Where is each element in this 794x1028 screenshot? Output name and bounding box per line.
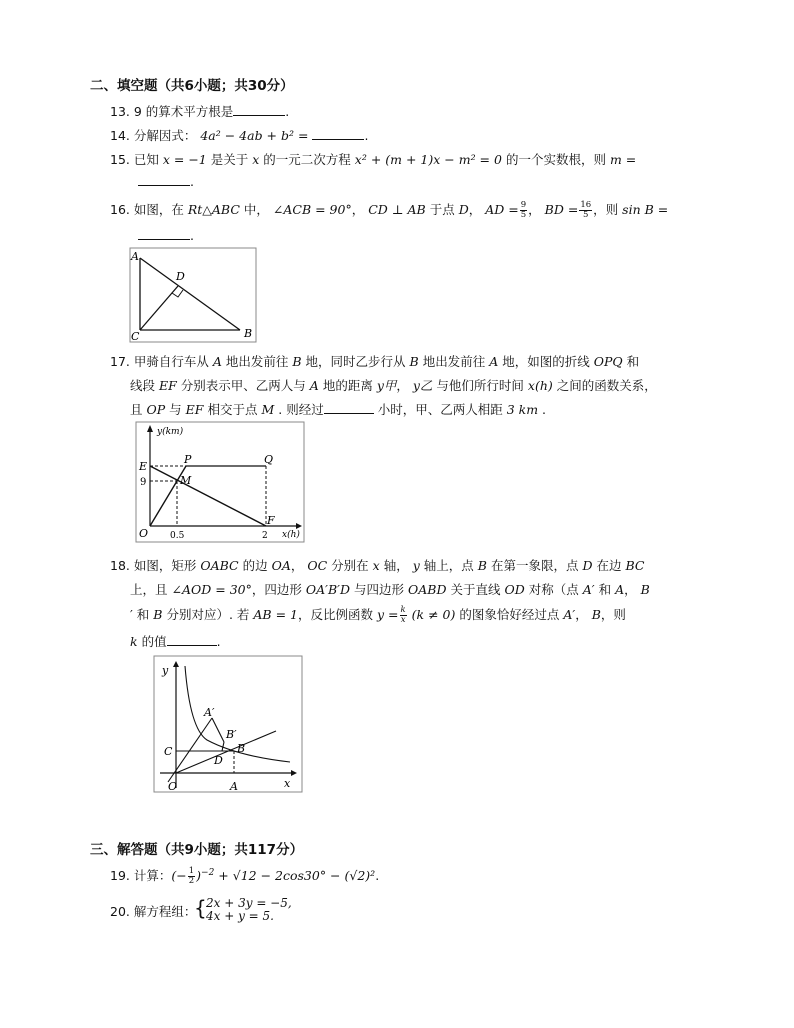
q17-sep: ，	[396, 378, 409, 393]
q17-yjia: y甲	[376, 378, 397, 393]
question-15-line2	[138, 172, 194, 189]
q17-end: .	[542, 402, 547, 417]
label-y: y	[162, 664, 169, 677]
q18-oa: OA	[271, 558, 291, 573]
question-18-line4	[130, 632, 221, 650]
q18-text-h: 上，且	[130, 582, 168, 597]
q16-ask: sin B =	[622, 202, 669, 217]
question-17-line3	[130, 400, 546, 418]
q17-text-i: 地的距离	[322, 378, 373, 393]
q20-system	[206, 897, 292, 923]
q18-frac-num: k	[400, 605, 406, 615]
q17-text-g: 线段	[130, 378, 156, 393]
q18-text-r: 的图象恰好经过点	[459, 607, 560, 622]
q14-expression: 4a² − 4ab + b² =	[200, 128, 309, 143]
q18-fraction	[400, 606, 407, 625]
question-18-line2	[130, 580, 650, 598]
q18-text-l: 对称（点	[528, 582, 579, 597]
label-f: F	[267, 514, 275, 527]
q17-ef2: EF	[185, 402, 204, 417]
q16-bd: BD =	[544, 202, 579, 217]
q19-open-paren: (−	[171, 868, 187, 883]
q18-y: y	[412, 558, 420, 573]
q18-text-j: 与四边形	[354, 582, 405, 597]
q18-text-f: 在第一象限，点	[490, 558, 579, 573]
q17-text-h: 分别表示甲、乙两人与	[180, 378, 306, 393]
label-a: A	[131, 250, 139, 263]
q18-text-b: 的边	[242, 558, 268, 573]
q15-equation: x² + (m + 1)x − m² = 0	[354, 152, 502, 167]
x-axis-arrow	[296, 523, 302, 529]
label-x: x	[284, 777, 291, 790]
q17-xh: x(h)	[527, 378, 553, 393]
q18-b4: B	[591, 607, 601, 622]
q18-text-a: 18. 如图，矩形	[110, 558, 197, 573]
q16-text-d: ，则	[593, 202, 619, 217]
label-p: P	[184, 453, 192, 466]
q15-text-c: 的一元二次方程	[263, 152, 351, 167]
q20-text: 20. 解方程组：	[110, 904, 197, 919]
q18-k: k	[130, 634, 138, 649]
q17-a3: A	[309, 378, 319, 393]
q17-text-d: 地出发前往	[422, 354, 486, 369]
q17-ef: EF	[159, 378, 177, 393]
q18-bc: BC	[625, 558, 645, 573]
question-17	[110, 352, 639, 370]
q18-b2: B	[640, 582, 650, 597]
q16-ad-fraction	[520, 201, 527, 220]
q14-blank[interactable]	[312, 126, 364, 140]
q18-d: D	[582, 558, 593, 573]
q19-fraction	[188, 867, 195, 886]
q20-equation-1: 2x + 3y = −5,	[206, 896, 292, 910]
q17-text-c: 地，同时乙步行从	[305, 354, 406, 369]
q18-text-s: ，	[575, 607, 588, 622]
q14-end: .	[364, 128, 369, 143]
q18-a: A	[615, 582, 625, 597]
q20-brace: {	[194, 896, 207, 920]
q18-text-e: 轴上，点	[423, 558, 474, 573]
q17-b2: B	[409, 354, 419, 369]
q17-a2: A	[489, 354, 499, 369]
label-aprime: A′	[204, 706, 215, 719]
q15-text-d: 的一个实数根，则	[505, 152, 606, 167]
q18-text-n: ，	[624, 582, 637, 597]
q13-end: .	[285, 104, 290, 119]
q16-ad-num: 9	[520, 200, 527, 210]
q16-bd-fraction	[579, 201, 592, 220]
q17-opq: OPQ	[593, 354, 623, 369]
q19-frac-num: 1	[188, 866, 195, 876]
q18-text-t: ，则	[600, 607, 626, 622]
label-o: O	[168, 780, 178, 793]
q15-ask: m =	[609, 152, 637, 167]
q19-frac-den: 2	[188, 876, 195, 886]
q19-end: .	[375, 868, 380, 883]
label-d: D	[214, 754, 223, 767]
figure-17	[134, 420, 306, 544]
section-heading-3: 三、解答题（共9小题；共117分）	[90, 842, 304, 858]
q19-exponent: −2	[201, 867, 215, 878]
q17-text-l: 且	[130, 402, 143, 417]
q18-oc: OC	[307, 558, 328, 573]
q18-quad2: OABD	[408, 582, 447, 597]
q17-m: M	[261, 402, 275, 417]
q16-point: D	[458, 202, 469, 217]
q16-sep3: ，	[528, 202, 541, 217]
label-q: Q	[264, 453, 274, 466]
q18-text-o: ′ 和	[130, 607, 150, 622]
q16-bd-num: 16	[580, 200, 592, 210]
q16-end: .	[190, 228, 194, 243]
q18-aprime2: A′	[563, 607, 576, 622]
figure-18	[152, 654, 304, 794]
q15-var: x	[252, 152, 260, 167]
q18-x: x	[372, 558, 380, 573]
q18-aprime: A′	[582, 582, 595, 597]
q17-a1: A	[212, 354, 222, 369]
question-16	[110, 200, 668, 220]
tick-9: 9	[140, 477, 147, 488]
q18-text-c: 分别在	[331, 558, 369, 573]
q15-text-a: 15. 已知	[110, 152, 159, 167]
q16-perp: CD ⊥ AB	[368, 202, 426, 217]
q19-expression: + √12 − 2cos30° − (√2)²	[218, 868, 376, 883]
q16-ad-den: 5	[520, 210, 527, 220]
q16-ad: AD =	[485, 202, 519, 217]
side-ab	[140, 258, 240, 330]
q18-text-m: 和	[598, 582, 612, 597]
question-18-line3	[130, 605, 626, 625]
q18-text-k: 关于直线	[450, 582, 501, 597]
q17-text-o: . 则经过	[278, 402, 324, 417]
y-axis-label: y(km)	[157, 427, 184, 437]
q17-text-j: 与他们所行时间	[436, 378, 524, 393]
q18-blank[interactable]	[167, 632, 217, 646]
q15-end: .	[190, 174, 194, 189]
q18-text-d: 轴，	[383, 558, 409, 573]
question-15	[110, 150, 636, 168]
q18-sep1: ，	[290, 558, 304, 573]
question-13	[110, 102, 289, 120]
q18-yeq: y =	[377, 607, 399, 622]
label-a: A	[230, 780, 238, 793]
q16-text-b: 中，	[243, 202, 269, 217]
q18-frac-den: x	[400, 615, 406, 625]
q16-text-a: 16. 如图，在	[110, 202, 184, 217]
question-14	[110, 126, 368, 144]
q16-bd-den: 5	[583, 210, 589, 220]
q16-sep1: ，	[351, 202, 365, 217]
tick-2: 2	[262, 531, 268, 541]
q17-text-e: 地，如图的折线	[502, 354, 590, 369]
question-18	[110, 556, 644, 574]
q18-oabc: OABC	[200, 558, 239, 573]
x-axis-label: x(h)	[282, 530, 300, 540]
tick-05: 0.5	[170, 531, 185, 541]
label-c: C	[131, 330, 140, 343]
q18-od: OD	[504, 582, 525, 597]
q16-sep2: ，	[468, 202, 482, 217]
y-axis-arrow	[173, 661, 179, 667]
q16-blank[interactable]	[138, 226, 190, 240]
figure-16	[128, 246, 258, 344]
q16-angle: ∠ACB = 90°	[272, 202, 352, 217]
q19-text: 19. 计算：	[110, 868, 172, 883]
q15-text-b: 是关于	[210, 152, 249, 167]
q13-blank[interactable]	[233, 102, 285, 116]
q18-text-g: 在边	[596, 558, 622, 573]
q16-text-c: 于点	[429, 202, 455, 217]
question-17-line2	[130, 376, 657, 394]
q17-text-p: 小时，甲、乙两人相距	[377, 402, 503, 417]
label-d: D	[176, 270, 185, 283]
q14-text: 14. 分解因式：	[110, 128, 197, 143]
q17-distance: 3 km	[506, 402, 539, 417]
q17-text-f: 和	[626, 354, 640, 369]
q18-text-i: ，四边形	[251, 582, 302, 597]
q20-equation-2: 4x + y = 5.	[206, 909, 274, 923]
q13-text: 13. 9 的算术平方根是	[110, 104, 234, 119]
q18-kne: (k ≠ 0)	[411, 607, 456, 622]
question-20	[110, 902, 196, 920]
segment-aprime-bprime	[212, 718, 224, 742]
y-axis-arrow	[147, 425, 153, 432]
label-c: C	[164, 745, 173, 758]
q17-text-b: 地出发前往	[225, 354, 289, 369]
label-o: O	[139, 527, 149, 540]
q18-aod: ∠AOD = 30°	[171, 582, 252, 597]
question-16-line2	[138, 226, 194, 243]
label-e: E	[139, 460, 148, 473]
question-19	[110, 866, 379, 886]
q17-text-m: 与	[169, 402, 182, 417]
q17-yyi: y乙	[412, 378, 433, 393]
q17-text-a: 17. 甲骑自行车从	[110, 354, 209, 369]
q17-blank[interactable]	[324, 400, 374, 414]
q18-text-q: ，反比例函数	[298, 607, 374, 622]
q17-text-n: 相交于点	[207, 402, 258, 417]
q18-text-p: 分别对应）. 若	[166, 607, 250, 622]
q17-b1: B	[292, 354, 302, 369]
q17-op: OP	[146, 402, 166, 417]
q16-triangle: Rt△ABC	[187, 202, 240, 217]
label-bprime: B′	[226, 728, 237, 741]
label-b: B	[244, 327, 253, 340]
q19-close-paren: )	[196, 868, 202, 883]
label-m: M	[180, 474, 192, 487]
label-b: B	[237, 742, 246, 755]
x-axis-arrow	[291, 770, 297, 776]
q18-quad1: OA′B′D	[305, 582, 351, 597]
figure-17-frame	[136, 422, 304, 542]
q18-end: .	[216, 634, 221, 649]
q15-condition: x = −1	[162, 152, 207, 167]
section-heading: 二、填空题（共6小题；共30分）	[90, 78, 294, 94]
q18-ab: AB = 1	[253, 607, 298, 622]
q15-blank[interactable]	[138, 172, 190, 186]
q18-b3: B	[153, 607, 163, 622]
q18-text-u: 的值	[141, 634, 167, 649]
q17-text-k: 之间的函数关系，	[556, 378, 657, 393]
q18-b: B	[477, 558, 487, 573]
